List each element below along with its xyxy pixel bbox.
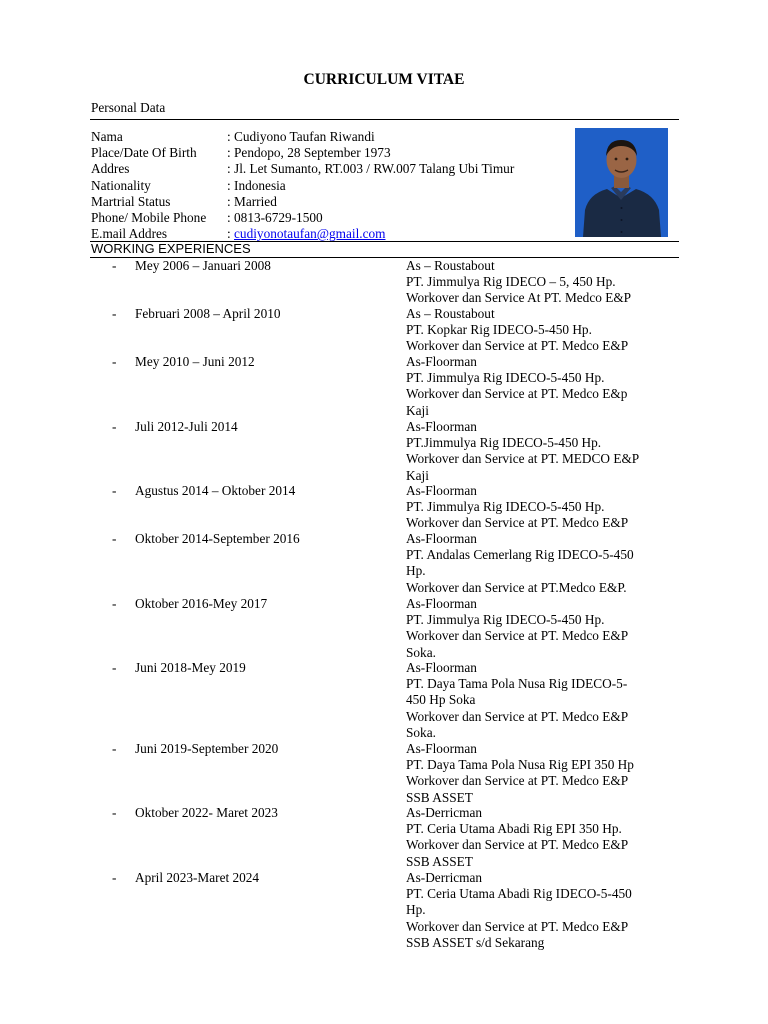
job-description-line: PT. Ceria Utama Abadi Rig IDECO-5-450	[406, 886, 632, 902]
job-entry	[91, 870, 681, 951]
job-description-line: Workover dan Service at PT. Medco E&P	[406, 708, 629, 724]
job-description-line: Kaji	[406, 467, 429, 483]
job-description-line: SSB ASSET s/d Sekarang	[406, 934, 545, 950]
job-description-line: As – Roustabout	[406, 306, 495, 321]
job-description-line: Workover dan Service at PT. Medco E&P	[406, 515, 629, 531]
email-value-wrap	[227, 226, 386, 242]
job-period: Mey 2010 – Juni 2012	[135, 354, 255, 369]
job-period: April 2023-Maret 2024	[135, 870, 260, 885]
list-bullet: -	[112, 258, 117, 273]
personal-label: Nationality	[91, 177, 151, 193]
job-period: Mey 2006 – Januari 2008	[135, 258, 271, 273]
job-description-line: PT. Jimmulya Rig IDECO-5-450 Hp.	[406, 612, 605, 628]
job-description-line: As – Roustabout	[406, 258, 495, 273]
job-period: Juni 2018-Mey 2019	[135, 660, 246, 675]
list-bullet: -	[112, 419, 117, 434]
job-description-line: PT. Kopkar Rig IDECO-5-450 Hp.	[406, 322, 592, 338]
job-description-line: As-Floorman	[406, 483, 477, 498]
list-bullet: -	[112, 870, 117, 885]
job-description-line: Hp.	[406, 563, 426, 579]
email-link[interactable]: cudiyonotaufan@gmail.com	[234, 226, 386, 241]
personal-label: Place/Date Of Birth	[91, 145, 197, 161]
job-description	[406, 258, 676, 307]
job-description	[406, 419, 676, 484]
job-description	[406, 596, 676, 661]
job-description-line: As-Floorman	[406, 354, 477, 369]
personal-value: : Indonesia	[227, 177, 286, 193]
job-entry	[91, 419, 681, 484]
list-bullet: -	[112, 531, 117, 546]
job-entry	[91, 306, 681, 355]
job-description-line: PT. Jimmulya Rig IDECO-5-450 Hp.	[406, 370, 605, 386]
list-bullet: -	[112, 805, 117, 820]
job-description-line: SSB ASSET	[406, 789, 473, 805]
job-period: Oktober 2016-Mey 2017	[135, 596, 268, 611]
personal-value: : 0813-6729-1500	[227, 210, 323, 225]
job-entry	[91, 805, 681, 870]
job-description-line: Soka.	[406, 724, 436, 740]
job-description-line: As-Floorman	[406, 741, 477, 756]
personal-label: Addres	[91, 161, 130, 177]
job-description-line: Workover dan Service at PT. Medco E&P	[406, 918, 629, 934]
job-description-line: PT. Jimmulya Rig IDECO – 5, 450 Hp.	[406, 274, 616, 290]
job-entry	[91, 660, 681, 741]
email-label: E.mail Addres	[91, 226, 168, 241]
job-description-line: As-Floorman	[406, 660, 477, 675]
job-description-line: Workover dan Service at PT. Medco E&P	[406, 837, 629, 853]
profile-photo	[575, 128, 668, 237]
job-description-line: Hp.	[406, 902, 426, 918]
job-description	[406, 870, 676, 951]
personal-label: Martrial Status	[91, 193, 171, 209]
job-description-line: 450 Hp Soka	[406, 692, 476, 708]
list-bullet: -	[112, 354, 117, 369]
job-description-line: Workover dan Service at PT. MEDCO E&P	[406, 451, 640, 467]
job-description	[406, 805, 676, 870]
list-bullet: -	[112, 596, 117, 611]
personal-label: Nama	[91, 129, 123, 144]
job-description	[406, 483, 676, 532]
job-description-line: SSB ASSET	[406, 853, 473, 869]
job-description-line: Workover dan Service at PT. Medco E&P	[406, 338, 629, 354]
job-description-line: As-Derricman	[406, 805, 483, 820]
job-period: Agustus 2014 – Oktober 2014	[135, 483, 296, 498]
job-period: Juli 2012-Juli 2014	[135, 419, 238, 434]
list-bullet: -	[112, 660, 117, 675]
personal-value: : Married	[227, 193, 277, 209]
job-description	[406, 306, 676, 355]
personal-value: : Jl. Let Sumanto, RT.003 / RW.007 Talang Ubi Timur	[227, 161, 515, 177]
job-description-line: Workover dan Service at PT. Medco E&p	[406, 386, 628, 402]
job-period: Februari 2008 – April 2010	[135, 306, 281, 321]
job-description	[406, 354, 676, 419]
job-description-line: PT. Andalas Cemerlang Rig IDECO-5-450	[406, 547, 634, 563]
email-colon: :	[227, 226, 235, 241]
job-period: Oktober 2022- Maret 2023	[135, 805, 278, 820]
working-experiences-heading: WORKING EXPERIENCES	[91, 241, 251, 256]
personal-value: : Pendopo, 28 September 1973	[227, 145, 391, 161]
personal-value: : Cudiyono Taufan Riwandi	[227, 129, 375, 144]
job-description	[406, 531, 676, 596]
job-description-line: As-Floorman	[406, 531, 477, 546]
job-entry	[91, 354, 681, 419]
job-description	[406, 660, 676, 741]
job-description-line: Workover dan Service At PT. Medco E&P	[406, 290, 632, 306]
job-description-line: PT. Jimmulya Rig IDECO-5-450 Hp.	[406, 499, 605, 515]
list-bullet: -	[112, 483, 117, 498]
job-entry	[91, 483, 681, 532]
list-bullet: -	[112, 741, 117, 756]
profile-photo-illustration	[575, 128, 668, 237]
job-description-line: PT. Daya Tama Pola Nusa Rig EPI 350 Hp	[406, 757, 634, 773]
job-entry	[91, 596, 681, 661]
job-description-line: Kaji	[406, 402, 429, 418]
job-description-line: PT.Jimmulya Rig IDECO-5-450 Hp.	[406, 435, 602, 451]
job-description-line: As-Derricman	[406, 870, 483, 885]
job-description	[406, 741, 676, 806]
job-description-line: As-Floorman	[406, 596, 477, 611]
job-description-line: Workover dan Service at PT. Medco E&P	[406, 773, 629, 789]
page-title: CURRICULUM VITAE	[303, 71, 465, 88]
job-period: Juni 2019-September 2020	[135, 741, 279, 756]
job-description-line: Workover dan Service at PT.Medco E&P.	[406, 579, 627, 595]
job-entry	[91, 741, 681, 806]
job-description-line: PT. Daya Tama Pola Nusa Rig IDECO-5-	[406, 676, 628, 692]
job-description-line: Soka.	[406, 644, 436, 660]
job-entry	[91, 531, 681, 596]
job-description-line: As-Floorman	[406, 419, 477, 434]
personal-label: Phone/ Mobile Phone	[91, 210, 207, 225]
job-entry	[91, 258, 681, 307]
divider-top	[90, 119, 679, 120]
job-description-line: Workover dan Service at PT. Medco E&P	[406, 628, 629, 644]
personal-data-heading: Personal Data	[91, 100, 166, 115]
list-bullet: -	[112, 306, 117, 321]
job-description-line: PT. Ceria Utama Abadi Rig EPI 350 Hp.	[406, 821, 622, 837]
job-period: Oktober 2014-September 2016	[135, 531, 300, 546]
